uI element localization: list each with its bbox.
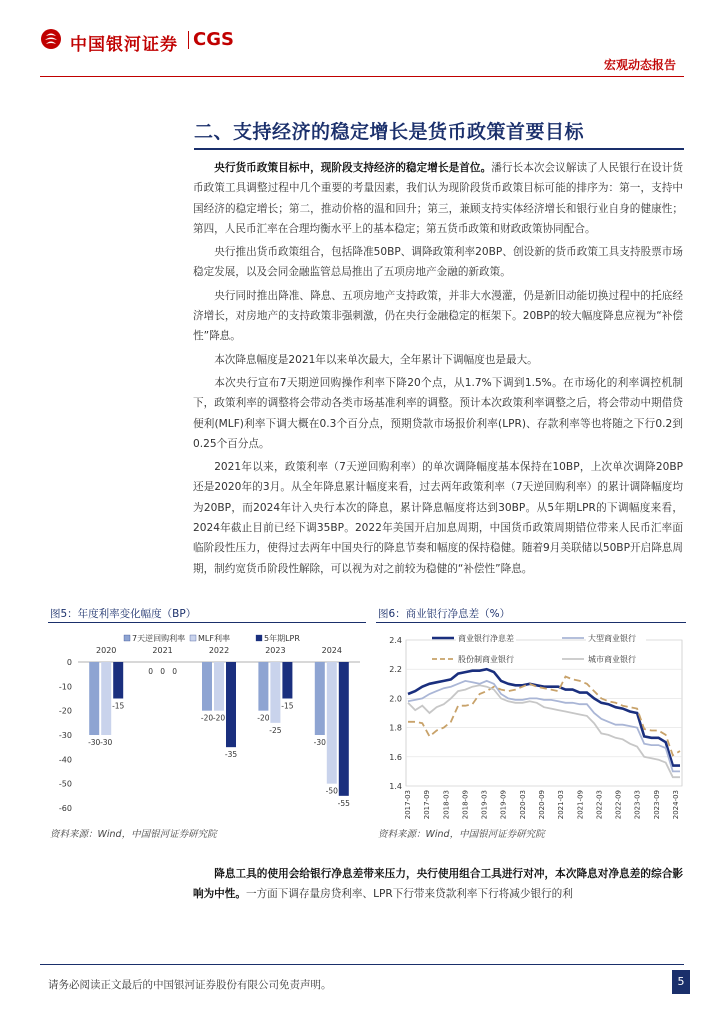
x-category-label: 2023: [265, 646, 286, 655]
y-tick-label: -20: [58, 706, 72, 716]
y-tick-label: 1.6: [389, 752, 402, 762]
data-label: -30: [313, 738, 326, 747]
paragraph: 本次降息幅度是2021年以来单次最大，全年累计下调幅度也是最大。: [214, 353, 538, 366]
x-tick-label: 2019-03: [480, 790, 489, 820]
figure5-source: 资料来源：Wind，中国银河证券研究院: [50, 829, 217, 840]
legend-swatch: [190, 635, 196, 641]
bar: [270, 662, 280, 723]
data-label: -20: [257, 713, 270, 723]
legend-label: 股份制商业银行: [458, 655, 514, 664]
section-rule: [194, 148, 684, 150]
bar: [282, 662, 292, 699]
bar: [113, 662, 123, 699]
y-tick-label: -30: [58, 731, 72, 740]
data-label: -20: [200, 713, 214, 723]
data-label: -30: [100, 738, 113, 747]
x-category-label: 2021: [152, 646, 173, 655]
brand-divider: [188, 31, 189, 49]
bar: [226, 662, 236, 747]
section-title: 二、支持经济的稳定增长是货币政策首要目标: [194, 121, 585, 143]
bar: [89, 662, 99, 735]
paragraph: 本次央行宣布7天期逆回购操作利率下降20个点，从1.7%下调到1.5%。在市场化的利率调控机制下，政策利率的调整将会带动各类市场基准利率的调整。预计本次政策利率调整之后，将会带动中期借贷便利(MLF)利率下调大概在0.3个百分点，预期贷款市场报价利率(LPR)、存款利率等也将随之下行0.2到0.25个百分点。: [193, 376, 683, 450]
data-label: -25: [269, 725, 282, 735]
x-tick-label: 2020-03: [518, 790, 527, 820]
body-text-continued: [193, 864, 683, 908]
header-rule: [40, 76, 684, 77]
legend-swatch: [124, 635, 130, 641]
figure6-title: 图6：商业银行净息差（%）: [378, 608, 511, 620]
x-tick-label: 2020-09: [538, 790, 546, 820]
x-tick-label: 2018-03: [442, 790, 451, 820]
figure5-rule: [48, 622, 366, 623]
x-tick-label: 2019-09: [499, 790, 508, 820]
bar: [202, 662, 212, 711]
paragraph: 2021年以来，政策利率（7天逆回购利率）的单次调降幅度基本保持在10BP，上次单次调降20BP还是2020年的3月。从全年降息累计幅度来看，过去两年政策利率（7天逆回购利率）的累计调降幅度均为20BP，而2024年计入央行本次的降息，累计降息幅度将达到30BP。从5年期LPR的下调幅度来看，2024年截止目前已经下调35BP。2022年美国开启加息周期，中国货币政策周期错位带来人民币汇率面临阶段性压力，使得过去两年中国央行的降息节奏和幅度的保持稳健。随着9月美联储以50BP开启降息周期，制约宽货币阶段性解除，可以视为对之前较为稳健的“补偿性”降息。: [193, 461, 683, 575]
legend-label: 城市商业银行: [588, 655, 636, 664]
x-tick-label: 2017-03: [404, 790, 412, 820]
disclaimer: 请务必阅读正文最后的中国银河证券股份有限公司免责声明。: [48, 979, 332, 991]
data-label: -50: [325, 786, 338, 796]
report-type: 宏观动态报告: [603, 58, 676, 72]
brand-name-en: CGS: [193, 29, 234, 50]
data-label: -30: [88, 738, 101, 747]
legend-swatch: [256, 635, 262, 641]
figure6-source: 资料来源：Wind，中国银河证券研究院: [378, 829, 545, 840]
brand-name: 中国银河证券: [70, 35, 178, 55]
y-tick-label: 1.4: [389, 782, 402, 791]
footer-rule: [40, 964, 684, 965]
data-label: -55: [337, 798, 350, 808]
y-tick-label: 2.0: [389, 694, 402, 704]
legend-label: 大型商业银行: [588, 634, 636, 643]
y-tick-label: 1.8: [389, 723, 402, 733]
paragraph: 央行推出货币政策组合，包括降准50BP、调降政策利率20BP、创设新的货币政策工具支持股票市场稳定发展，以及会同金融监管总局推出了五项房地产金融的新政策。: [193, 246, 683, 279]
y-tick-label: -40: [58, 755, 72, 765]
data-label: 0: [148, 667, 153, 676]
bar: [315, 662, 325, 735]
x-tick-label: 2017-09: [423, 790, 432, 820]
legend-label: 商业银行净息差: [458, 634, 514, 643]
legend-label: MLF利率: [198, 634, 230, 643]
paragraph: 央行货币政策目标中，现阶段支持经济的稳定增长是首位。潘行长本次会议解读了人民银行在设计货币政策工具调整过程中几个重要的考量因素，我们认为现阶段货币政策目标可能的排序为：第一，支持中国经济的稳定增长；第二，推动价格的温和回升；第三，兼顾支持实体经济增长和银行业自身的健康性；第四，人民币汇率在合理均衡水平上的基本稳定；第五货币政策和财政政策协同配合。: [193, 162, 683, 235]
legend-label: 5年期LPR: [264, 634, 300, 643]
body-text: [193, 158, 683, 582]
bar: [214, 662, 224, 711]
y-tick-label: 2.4: [389, 636, 402, 645]
figure6-rule: [376, 622, 686, 623]
x-tick-label: 2022-09: [614, 790, 623, 820]
bar: [258, 662, 268, 711]
bar: [339, 662, 349, 796]
data-label: -35: [224, 750, 238, 760]
legend-label: 7天逆回购利率: [132, 634, 186, 643]
data-label: -20: [212, 713, 226, 723]
data-label: -15: [112, 701, 125, 711]
paragraph: 降息工具的使用会给银行净息差带来压力，央行使用组合工具进行对冲，本次降息对净息差的综合影响为中性。一方面下调存量房贷利率、LPR下行带来贷款利率下行将减少银行的利: [193, 868, 683, 901]
x-tick-label: 2023-03: [633, 790, 642, 820]
series-line: [408, 681, 680, 772]
data-label: 0: [160, 667, 165, 676]
cgs-logo-icon: [40, 28, 62, 50]
data-label: -15: [281, 701, 294, 711]
y-tick-label: 0: [66, 658, 72, 667]
series-line: [408, 677, 680, 756]
x-tick-label: 2021-03: [557, 790, 566, 820]
bar: [327, 662, 337, 784]
x-tick-label: 2022-03: [595, 790, 604, 820]
y-tick-label: -50: [58, 779, 72, 789]
y-tick-label: -10: [58, 682, 72, 692]
line-chart: [376, 626, 688, 822]
y-tick-label: 2.2: [389, 665, 402, 675]
x-category-label: 2022: [208, 646, 230, 655]
bar: [101, 662, 111, 735]
figure5-title: 图5：年度利率变化幅度（BP）: [50, 608, 197, 620]
bar-chart: [48, 626, 368, 822]
x-tick-label: 2023-09: [652, 790, 661, 820]
x-tick-label: 2021-09: [576, 790, 585, 820]
x-category-label: 2024: [321, 646, 342, 655]
page-number: 5: [672, 970, 690, 994]
x-category-label: 2020: [96, 646, 117, 655]
x-tick-label: 2024-03: [672, 790, 680, 820]
paragraph: 央行同时推出降准、降息、五项房地产支持政策，并非大水漫灌，仍是新旧动能切换过程中的托底经济增长，对房地产的支持政策非强刺激，仍在央行金融稳定的框架下。20BP的较大幅度降息应视为“补偿性”降息。: [193, 289, 683, 343]
x-tick-label: 2018-09: [461, 790, 470, 820]
y-tick-label: -60: [58, 804, 72, 813]
data-label: 0: [172, 667, 177, 676]
